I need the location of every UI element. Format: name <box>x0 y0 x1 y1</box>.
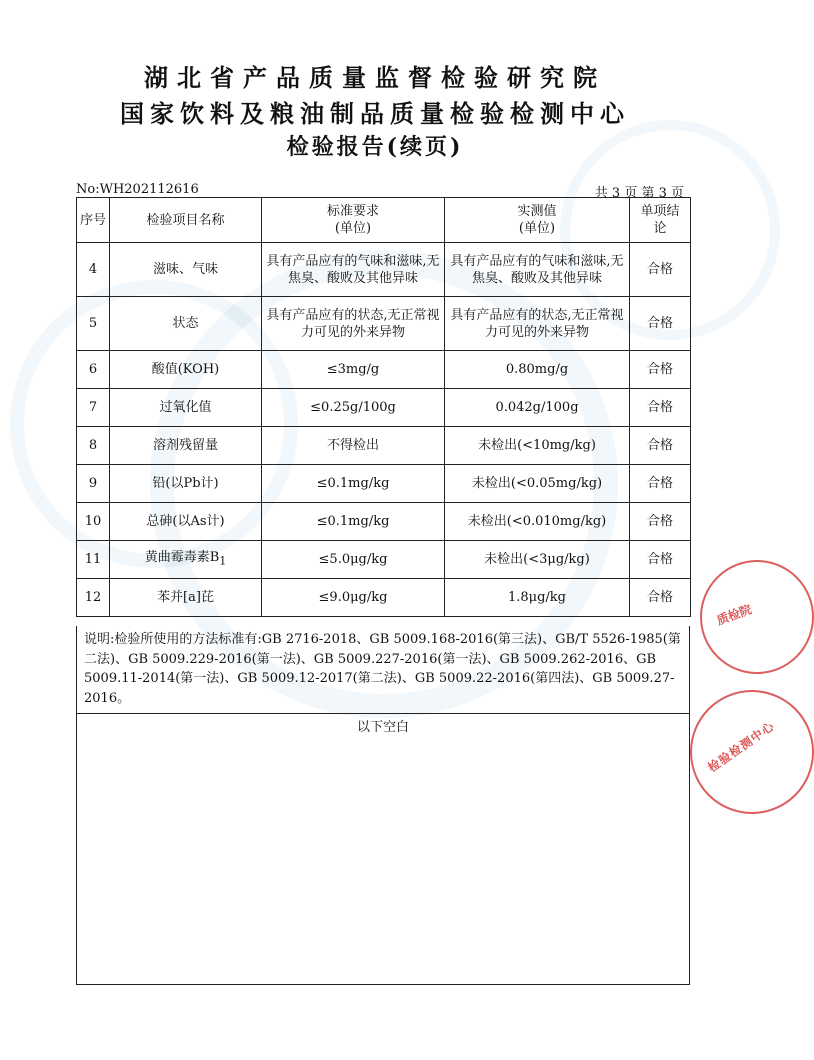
cell-measured: 具有产品应有的状态,无正常视力可见的外来异物 <box>445 297 630 351</box>
cell-measured: 未检出(<0.010mg/kg) <box>445 503 630 541</box>
cell-result: 合格 <box>630 503 691 541</box>
cell-item: 总砷(以As计) <box>110 503 262 541</box>
cell-measured: 未检出(<10mg/kg) <box>445 427 630 465</box>
header-result-line1: 单项结 <box>640 204 680 219</box>
blank-note: 以下空白 <box>356 720 409 735</box>
cell-standard: ≤5.0μg/kg <box>262 541 445 579</box>
blank-remainder <box>76 713 690 985</box>
cell-item-subscript: 1 <box>219 554 227 568</box>
seal-text-bottom: 检验检测中心 <box>705 718 778 776</box>
header-standard-line1: 标准要求 <box>326 204 379 219</box>
table-row <box>77 579 691 617</box>
table-header-row <box>77 198 691 243</box>
table-row <box>77 541 691 579</box>
institute-name: 湖北省产品质量监督检验研究院 <box>144 63 606 92</box>
cell-seq: 6 <box>77 351 110 389</box>
table-row <box>77 351 691 389</box>
cell-standard: 具有产品应有的气味和滋味,无焦臭、酸败及其他异味 <box>262 243 445 297</box>
table-row <box>77 503 691 541</box>
cell-seq: 4 <box>77 243 110 297</box>
table-row <box>77 389 691 427</box>
header-standard <box>262 198 445 243</box>
header-result <box>630 198 691 243</box>
center-name: 国家饮料及粮油制品质量检验检测中心 <box>120 99 630 128</box>
cell-result: 合格 <box>630 465 691 503</box>
cell-standard: ≤0.25g/100g <box>262 389 445 427</box>
report-title: 检验报告(续页) <box>286 134 464 160</box>
cell-result: 合格 <box>630 297 691 351</box>
cell-item-text: 黄曲霉毒素B <box>144 550 220 566</box>
page-indicator: 共 3 页 第 3 页 <box>594 186 684 201</box>
cell-result: 合格 <box>630 541 691 579</box>
cell-standard: ≤0.1mg/kg <box>262 503 445 541</box>
cell-item: 铅(以Pb计) <box>110 465 262 503</box>
report-number: No:WH202112616 <box>76 182 199 197</box>
cell-result: 合格 <box>630 351 691 389</box>
cell-standard: 不得检出 <box>262 427 445 465</box>
cell-item: 过氧化值 <box>110 389 262 427</box>
cell-item <box>110 541 262 579</box>
cell-standard: ≤0.1mg/kg <box>262 465 445 503</box>
cell-result: 合格 <box>630 579 691 617</box>
cell-item: 酸值(KOH) <box>110 351 262 389</box>
table-row <box>77 465 691 503</box>
official-seal-bottom <box>690 690 814 814</box>
cell-seq: 10 <box>77 503 110 541</box>
cell-seq: 9 <box>77 465 110 503</box>
header-seq: 序号 <box>77 198 110 243</box>
cell-seq: 8 <box>77 427 110 465</box>
cell-measured: 未检出(<0.05mg/kg) <box>445 465 630 503</box>
cell-standard: ≤9.0μg/kg <box>262 579 445 617</box>
cell-item: 溶剂残留量 <box>110 427 262 465</box>
table-row <box>77 243 691 297</box>
cell-measured: 具有产品应有的气味和滋味,无焦臭、酸败及其他异味 <box>445 243 630 297</box>
cell-measured: 未检出(<3μg/kg) <box>445 541 630 579</box>
cell-measured: 0.042g/100g <box>445 389 630 427</box>
header-item: 检验项目名称 <box>110 198 262 243</box>
cell-item: 滋味、气味 <box>110 243 262 297</box>
cell-item: 苯并[a]芘 <box>110 579 262 617</box>
cell-result: 合格 <box>630 427 691 465</box>
header-standard-line2: (单位) <box>334 221 372 236</box>
cell-standard: ≤3mg/g <box>262 351 445 389</box>
cell-seq: 5 <box>77 297 110 351</box>
header-measured-line2: (单位) <box>518 221 556 236</box>
cell-result: 合格 <box>630 389 691 427</box>
cell-seq: 7 <box>77 389 110 427</box>
cell-measured: 1.8μg/kg <box>445 579 630 617</box>
cell-standard: 具有产品应有的状态,无正常视力可见的外来异物 <box>262 297 445 351</box>
table-row <box>77 427 691 465</box>
results-table <box>76 197 691 617</box>
header-result-line2: 论 <box>653 221 667 236</box>
seal-text-top: 质检院 <box>714 602 754 628</box>
header-measured <box>445 198 630 243</box>
cell-measured: 0.80mg/g <box>445 351 630 389</box>
table-row <box>77 297 691 351</box>
header-measured-line1: 实测值 <box>517 204 557 219</box>
official-seal-top <box>700 560 814 674</box>
cell-item: 状态 <box>110 297 262 351</box>
method-notes: 说明:检验所使用的方法标准有:GB 2716-2018、GB 5009.168-2016(第三法)、GB/T 5526-1985(第二法)、GB 5009.229-2016(第一法)、GB 5009.227-2016(第一法)、GB 5009.262-2016、GB 5009.11-2014(第一法)、GB 5009.12-2017(第二法)、GB 5009.22-2016(第四法)、GB 5009.27-2016。 <box>76 626 690 714</box>
cell-seq: 12 <box>77 579 110 617</box>
cell-result: 合格 <box>630 243 691 297</box>
cell-seq: 11 <box>77 541 110 579</box>
